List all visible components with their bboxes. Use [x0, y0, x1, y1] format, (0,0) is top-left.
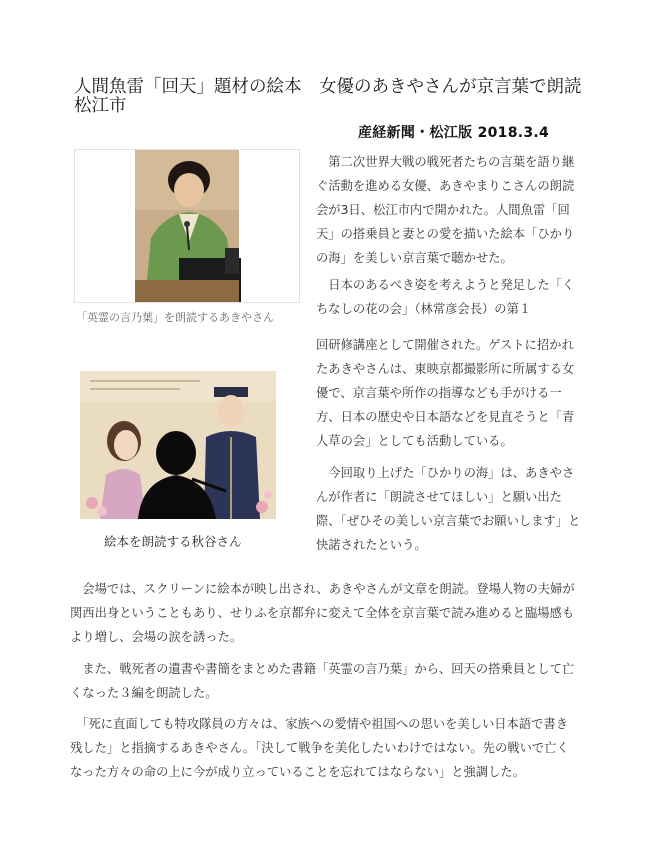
article-paragraph: 回研修講座として開催された。ゲストに招かれたあきやさんは、東映京都撮影所に所属する女優で、京言葉や所作の指導なども手がける一方、日本の歴史や日本語などを見直そうと「青人草の会」としても活動している。 — [316, 338, 575, 448]
article-paragraph: 日本のあるべき姿を考えようと発足した「くちなしの花の会」（林常彦会長）の第１ — [316, 278, 575, 316]
article-paragraph: また、戦死者の遺書や書簡をまとめた書籍「英霊の言乃葉」から、回天の搭乗員として亡くなった３編を朗読した。 — [70, 662, 575, 700]
article-paragraph: 第二次世界大戦の戦死者たちの言葉を語り継ぐ活動を進める女優、あきやまりこさんの朗読会が3日、松江市内で開かれた。人間魚雷「回天」の搭乗員と妻との愛を描いた絵本「ひかりの海」を美しい京言葉で聴かせた。 — [316, 155, 575, 265]
storybook-screen-photo — [80, 371, 276, 519]
article-source: 産経新聞・松江版 2018.3.4 — [358, 125, 550, 141]
speaker-photo-caption: 「英霊の言乃葉」を朗読するあきやさん — [76, 311, 274, 324]
article-paragraph: 「死に直面しても特攻隊員の方々は、家族への愛情や祖国への思いを美しい日本語で書き残した」と指摘するあきやさん。「決して戦争を美化したいわけではない。先の戦いで亡くなった方々の命の上に今が成り立っていることを忘れてはならない」と強調した。 — [70, 717, 569, 779]
article-paragraph: 会場では、スクリーンに絵本が映し出され、あきやさんが文章を朗読。登場人物の夫婦が関西出身ということもあり、せりふを京都弁に変えて全体を京言葉で読み進めると臨場感もより増し、会場の涙を誘った。 — [70, 582, 575, 644]
article-paragraph: 今回取り上げた「ひかりの海」は、あきやさんが作者に「朗読させてほしい」と願い出た際、「ぜひその美しい京言葉でお願いします」と快諾されたという。 — [316, 466, 581, 552]
speaker-photo — [74, 149, 300, 303]
article-title: 人間魚雷「回天」題材の絵本 女優のあきやさんが京言葉で朗読 松江市 — [74, 77, 599, 116]
storybook-photo-caption: 絵本を朗読する秋谷さん — [104, 534, 242, 549]
